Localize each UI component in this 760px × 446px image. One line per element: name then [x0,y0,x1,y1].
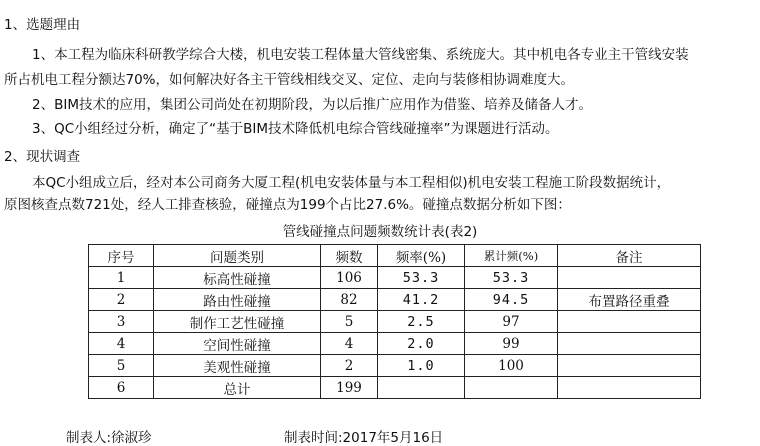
cell-index: 6 [89,377,154,399]
table-caption: 管线碰撞点问题频数统计表(表2) [282,224,478,240]
cell-cumulative: 53.3 [465,267,558,289]
cell-index: 1 [89,267,154,289]
header-cumulative: 累计频(%) [465,245,558,267]
cell-index: 3 [89,311,154,333]
cell-frequency: 5 [321,311,378,333]
table-row [89,267,701,289]
header-frequency: 频数 [321,245,378,267]
section-1-paragraph-1-line-1: 1、本工程为临床科研教学综合大楼，机电安装工程体量大管线密集、系统庞大。其中机电各专业主干管线安装 [32,47,689,63]
cell-frequency: 199 [321,377,378,399]
section-2-heading: 2、现状调查 [4,149,81,165]
cell-remark: 布置路径重叠 [558,289,701,311]
cell-index: 4 [89,333,154,355]
cell-index: 2 [89,289,154,311]
table-time: 制表时间:2017年5月16日 [284,430,444,446]
cell-category: 总计 [154,377,321,399]
cell-category: 空间性碰撞 [154,333,321,355]
section-2-paragraph-line-2: 原图核查点数721处，经人工排查核验，碰撞点为199个占比27.6%。碰撞点数据分析如下图： [4,197,571,213]
cell-remark [558,355,701,377]
cell-rate: 53.3 [378,267,465,289]
table-row [89,289,701,311]
cell-cumulative: 100 [465,355,558,377]
section-1-paragraph-3: 3、QC小组经过分析，确定了“基于BIM技术降低机电综合管线碰撞率”为课题进行活动。 [32,121,559,137]
cell-cumulative: 99 [465,333,558,355]
cell-frequency: 82 [321,289,378,311]
cell-remark [558,311,701,333]
header-remark: 备注 [558,245,701,267]
section-1-paragraph-2: 2、BIM技术的应用，集团公司尚处在初期阶段，为以后推广应用作为借鉴、培养及储备人才。 [32,97,592,113]
cell-remark [558,267,701,289]
cell-cumulative [465,377,558,399]
cell-frequency: 106 [321,267,378,289]
cell-category: 制作工艺性碰撞 [154,311,321,333]
section-1-paragraph-1-line-2: 所占机电工程分额达70%，如何解决好各主干管线相线交叉、定位、走向与装修相协调难度大。 [4,72,575,88]
cell-category: 美观性碰撞 [154,355,321,377]
table-header-row [89,245,701,267]
cell-rate: 41.2 [378,289,465,311]
table-row-total [89,377,701,399]
cell-remark [558,377,701,399]
cell-rate: 2.5 [378,311,465,333]
table-maker: 制表人:徐淑珍 [66,430,152,446]
cell-frequency: 4 [321,333,378,355]
section-2-paragraph-line-1: 本QC小组成立后，经对本公司商务大厦工程(机电安装体量与本工程相似)机电安装工程施工阶段数据统计， [32,175,671,191]
table-row [89,355,701,377]
cell-category: 路由性碰撞 [154,289,321,311]
cell-cumulative: 97 [465,311,558,333]
cell-cumulative: 94.5 [465,289,558,311]
cell-rate: 1.0 [378,355,465,377]
cell-remark [558,333,701,355]
table-row [89,311,701,333]
cell-index: 5 [89,355,154,377]
cell-rate [378,377,465,399]
header-rate: 频率(%) [378,245,465,267]
section-1-heading: 1、选题理由 [4,17,81,33]
frequency-table [88,244,701,399]
table-row [89,333,701,355]
header-index: 序号 [89,245,154,267]
header-category: 问题类别 [154,245,321,267]
cell-category: 标高性碰撞 [154,267,321,289]
cell-frequency: 2 [321,355,378,377]
cell-rate: 2.0 [378,333,465,355]
